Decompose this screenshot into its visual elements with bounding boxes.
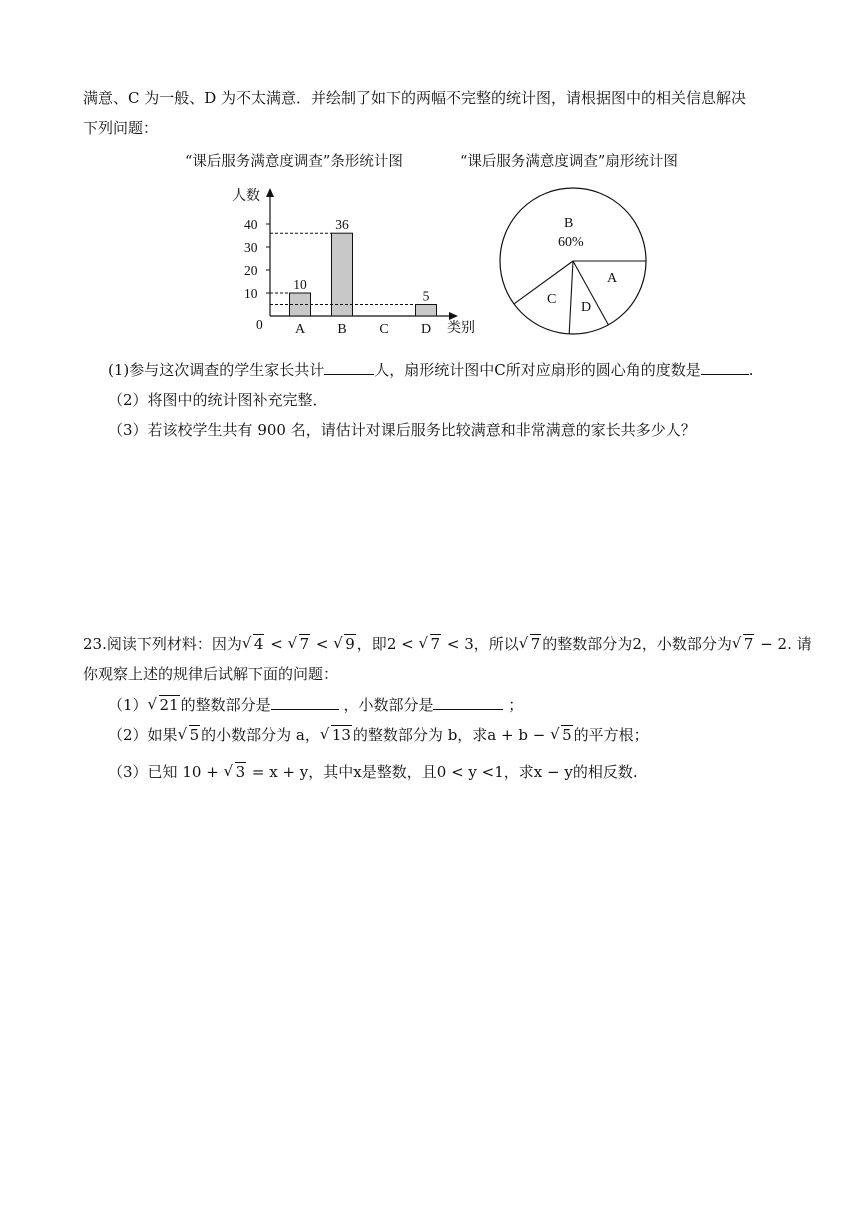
answer-blank-total[interactable]: [324, 360, 374, 375]
y-tick-label: 40: [244, 217, 258, 232]
x-tick-label: B: [337, 322, 347, 337]
y-tick-label: 30: [244, 240, 258, 255]
bar-chart: [225, 180, 485, 340]
y-tick-label: 10: [244, 286, 258, 301]
pie-slice-label-a: A: [607, 271, 618, 286]
pie-slice-label-d: D: [581, 300, 592, 315]
q22-item-1: (1)参与这次调查的学生家长共计 人，扇形统计图中C所对应扇形的圆心角的度数是 .: [108, 361, 754, 379]
x-axis-label: 类别: [447, 321, 475, 336]
q23-item-1: （1） √ 21 的整数部分是 ，小数部分是 ；: [108, 695, 524, 714]
bar-value-label: 5: [422, 288, 430, 304]
y-tick-label: 20: [244, 263, 258, 278]
q23-item-2: （2）如果 √ 5 的小数部分为 a， √ 13 的整数部分为 b，求a + b − √ 5 的平方根；: [108, 725, 649, 744]
x-tick-label: D: [420, 322, 432, 337]
bar-chart-caption: “课后服务满意度调查”条形统计图: [185, 154, 403, 170]
q22-item-2: （2）将图中的统计图补充完整．: [108, 391, 328, 409]
answer-blank-angle[interactable]: [701, 360, 749, 375]
bar-b: [332, 233, 353, 316]
pie-slice-percent-b: 60%: [558, 235, 584, 250]
pie-slice-label-c: C: [547, 292, 557, 307]
question-number: 23.: [83, 635, 107, 653]
q23-intro-line-1: 23.阅读下列材料：因为 √ 4 < √ 7 < √ 9 ，即2 < √ 7 < 3，所以 √ 7 的整数部分为2，小数部分为 √ 7 − 2. 请: [83, 634, 812, 653]
y-axis-arrow: [266, 188, 274, 197]
x-axis-arrow: [449, 312, 458, 320]
q22-item-3: （3）若该校学生共有 900 名，请估计对课后服务比较满意和非常满意的家长共多少人？: [108, 421, 696, 439]
x-tick-label: C: [379, 322, 389, 337]
bar-d: [416, 305, 437, 317]
x-tick-label: A: [294, 322, 306, 337]
intro-line-2: 下列问题：: [83, 119, 159, 137]
q23-item-3: （3）已知 10 + √ 3 = x + y，其中x是整数，且0 < y <1，求x − y的相反数.: [108, 762, 638, 781]
answer-blank-decimal-part[interactable]: [433, 695, 503, 710]
pie-chart-caption: “课后服务满意度调查”扇形统计图: [460, 154, 678, 170]
y-axis-label: 人数: [232, 189, 260, 204]
q23-intro-line-2: 你观察上述的规律后试解下面的问题：: [83, 665, 339, 683]
bar-value-label: 36: [335, 217, 349, 233]
answer-blank-integer-part[interactable]: [271, 695, 339, 710]
pie-chart: [495, 185, 655, 345]
pie-slice-label-b: B: [564, 216, 574, 231]
bar-value-label: 10: [293, 277, 307, 292]
intro-line-1: 满意、C 为一般、D 为不太满意．并绘制了如下的两幅不完整的统计图，请根据图中的相关信息解决: [83, 89, 747, 107]
y-tick-label: 0: [256, 317, 263, 332]
